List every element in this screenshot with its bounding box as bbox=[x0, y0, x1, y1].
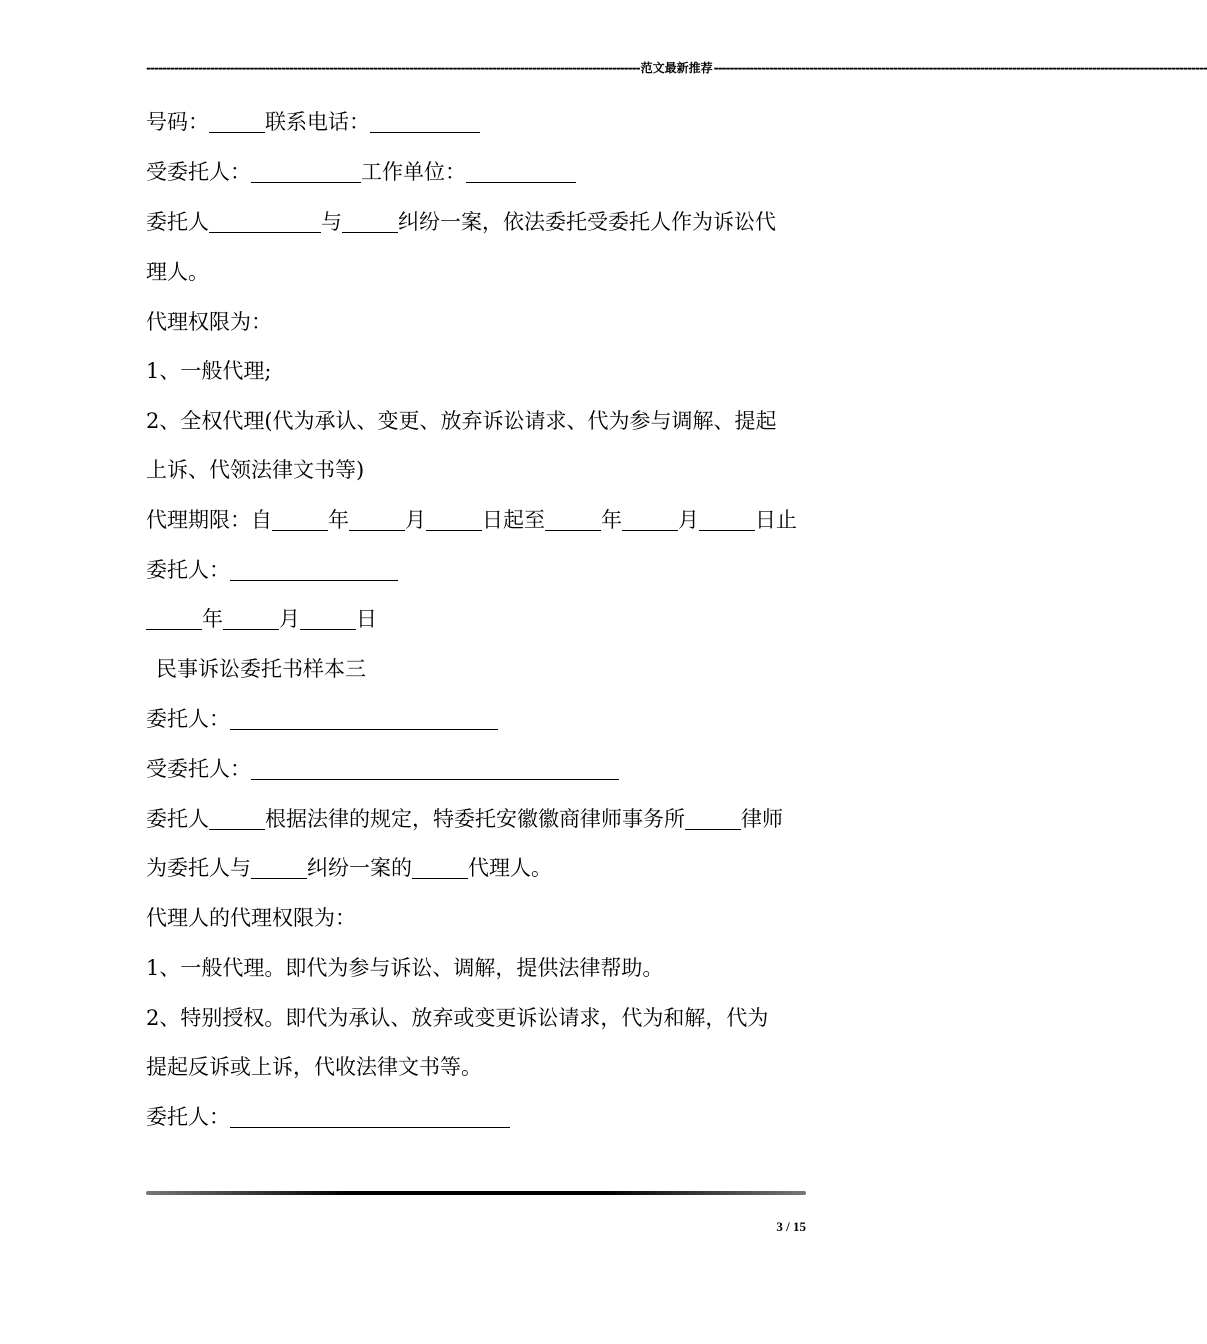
blank-field bbox=[370, 112, 480, 133]
term-line: 代理期限：自 年 月 日起至 年 月 日止 bbox=[146, 508, 797, 532]
blank-field bbox=[466, 162, 576, 183]
blank-field bbox=[342, 212, 398, 233]
header-dash-right: ---------------------------------------------------------------------------------------------------------------------------- bbox=[713, 60, 1207, 75]
blank-field bbox=[230, 560, 398, 581]
paragraph-text: 1、一般代理。即代为参与诉讼、调解，提供法律帮助。 bbox=[146, 956, 664, 980]
paragraph-text: 代理权限为： bbox=[146, 310, 272, 334]
blank-field bbox=[209, 212, 321, 233]
page-header bbox=[146, 59, 1207, 76]
paragraph-text: 提起反诉或上诉，代收法律文书等。 bbox=[146, 1055, 482, 1079]
blank-field bbox=[230, 709, 498, 730]
blank-field bbox=[209, 112, 265, 133]
header-dash-left: ---------------------------------------------------------------------------------------------------------------------------- bbox=[146, 60, 640, 75]
blank-field bbox=[230, 1107, 510, 1128]
phone-line: 号码： 联系电话： bbox=[146, 107, 480, 137]
footer-rule bbox=[146, 1191, 806, 1195]
paragraph-text: 1、一般代理; bbox=[146, 359, 272, 383]
paragraph-text: 代理人的代理权限为： bbox=[146, 906, 356, 930]
page-number: 3 / 15 bbox=[776, 1219, 806, 1234]
authorization-line: 委托人 根据法律的规定，特委托安徽徽商律师事务所 律师 bbox=[146, 807, 783, 831]
agent-line: 受委托人： 工作单位： bbox=[146, 157, 576, 187]
header-title: 范文最新推荐 bbox=[640, 61, 713, 75]
paragraph-text: 理人。 bbox=[146, 260, 209, 284]
principal-line: 委托人： bbox=[146, 704, 498, 734]
date-line: 年 月 日 bbox=[146, 604, 377, 634]
signature-line: 委托人： bbox=[146, 555, 398, 585]
case-line: 委托人 与 纠纷一案，依法委托受委托人作为诉讼代 bbox=[146, 210, 776, 234]
blank-field bbox=[251, 759, 619, 780]
paragraph-text: 2、全权代理(代为承认、变更、放弃诉讼请求、代为参与调解、提起 bbox=[146, 409, 777, 433]
paragraph-text: 2、特别授权。即代为承认、放弃或变更诉讼请求，代为和解，代为 bbox=[146, 1006, 769, 1030]
blank-field bbox=[251, 162, 361, 183]
principal-line: 委托人： bbox=[146, 1102, 510, 1132]
paragraph-text: 上诉、代领法律文书等) bbox=[146, 458, 365, 482]
section-title: 民事诉讼委托书样本三 bbox=[156, 657, 366, 681]
agent-line: 受委托人： bbox=[146, 754, 619, 784]
authorization-line: 为委托人与 纠纷一案的 代理人。 bbox=[146, 856, 552, 880]
